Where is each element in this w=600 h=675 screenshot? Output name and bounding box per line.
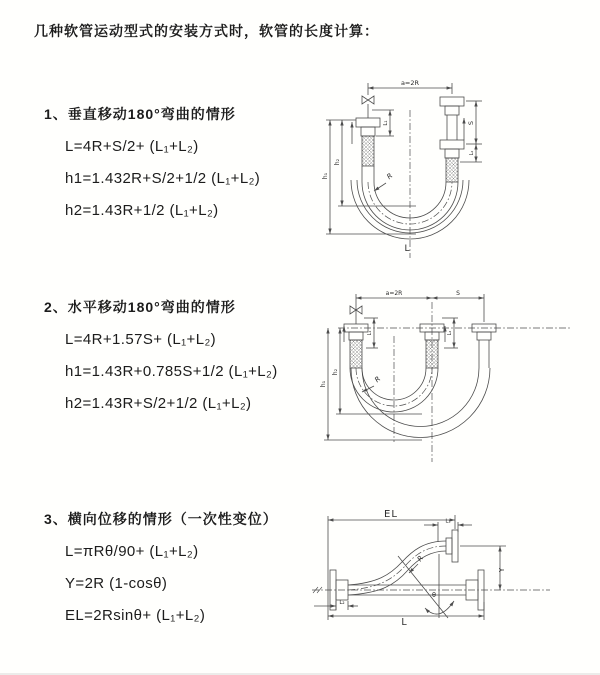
dim-label-l1: L₁: [383, 120, 389, 126]
diagram-horizontal-bend: [308, 282, 598, 478]
dim-label-h1: h₁: [320, 380, 327, 388]
formula-length: L=πRθ/90+ (L₁+L₂): [65, 543, 199, 560]
formula-length: L=4R+S/2+ (L₁+L₂): [65, 138, 199, 155]
dim-label-a2r: a=2R: [385, 290, 403, 297]
page-title: 几种软管运动型式的安装方式时，软管的长度计算：: [34, 23, 379, 39]
dim-label-l2: L₂: [339, 600, 345, 606]
formula-h2: h2=1.43R+1/2 (L₁+L₂): [65, 202, 219, 219]
formula-el: EL=2Rsinθ+ (L₁+L₂): [65, 607, 206, 624]
dim-label-s: S: [456, 290, 460, 297]
formula-h2: h2=1.43R+S/2+1/2 (L₁+L₂): [65, 395, 252, 412]
dim-label-s: S: [467, 120, 475, 126]
radius-label: R: [415, 554, 426, 564]
radius-label: R: [385, 171, 395, 182]
formula-h1: h1=1.43R+0.785S+1/2 (L₁+L₂): [65, 363, 278, 380]
dim-label-el: EL: [384, 509, 398, 520]
dim-label-l1: L₁: [367, 330, 373, 336]
section-horizontal-bend: [44, 297, 278, 427]
hose-drawing: [312, 515, 550, 620]
dim-label-h2: h₂: [334, 158, 341, 166]
angle-label: θ: [432, 591, 436, 599]
radius-label: R: [373, 374, 383, 385]
length-label: L: [404, 244, 410, 254]
diagram-vertical-bend: [310, 70, 590, 268]
section-heading: 2、水平移动180°弯曲的情形: [44, 299, 236, 315]
hose-drawing: [326, 83, 482, 258]
section-lateral-displacement: [44, 509, 278, 639]
formula-h1: h1=1.432R+S/2+1/2 (L₁+L₂): [65, 170, 261, 187]
section-vertical-bend: [44, 104, 260, 234]
dim-label-h2: h₂: [332, 368, 339, 376]
dim-label-h1: h₁: [322, 172, 329, 180]
length-label: L: [401, 617, 407, 628]
valve-icon: [362, 96, 374, 104]
section-heading: 1、垂直移动180°弯曲的情形: [44, 106, 236, 122]
dim-label-l2: L₂: [469, 150, 475, 156]
dim-label-y: Y: [498, 567, 506, 573]
formula-y: Y=2R (1-cosθ): [65, 575, 168, 592]
formula-length: L=4R+1.57S+ (L₁+L₂): [65, 331, 217, 348]
dim-label-a2r: a=2R: [400, 79, 420, 87]
section-heading: 3、横向位移的情形（一次性变位）: [44, 511, 278, 527]
dim-label-l1: L₁: [445, 518, 451, 525]
dim-label-l2: L₂: [447, 330, 453, 336]
hose-drawing: [324, 294, 570, 462]
diagram-lateral-displacement: [298, 498, 600, 648]
